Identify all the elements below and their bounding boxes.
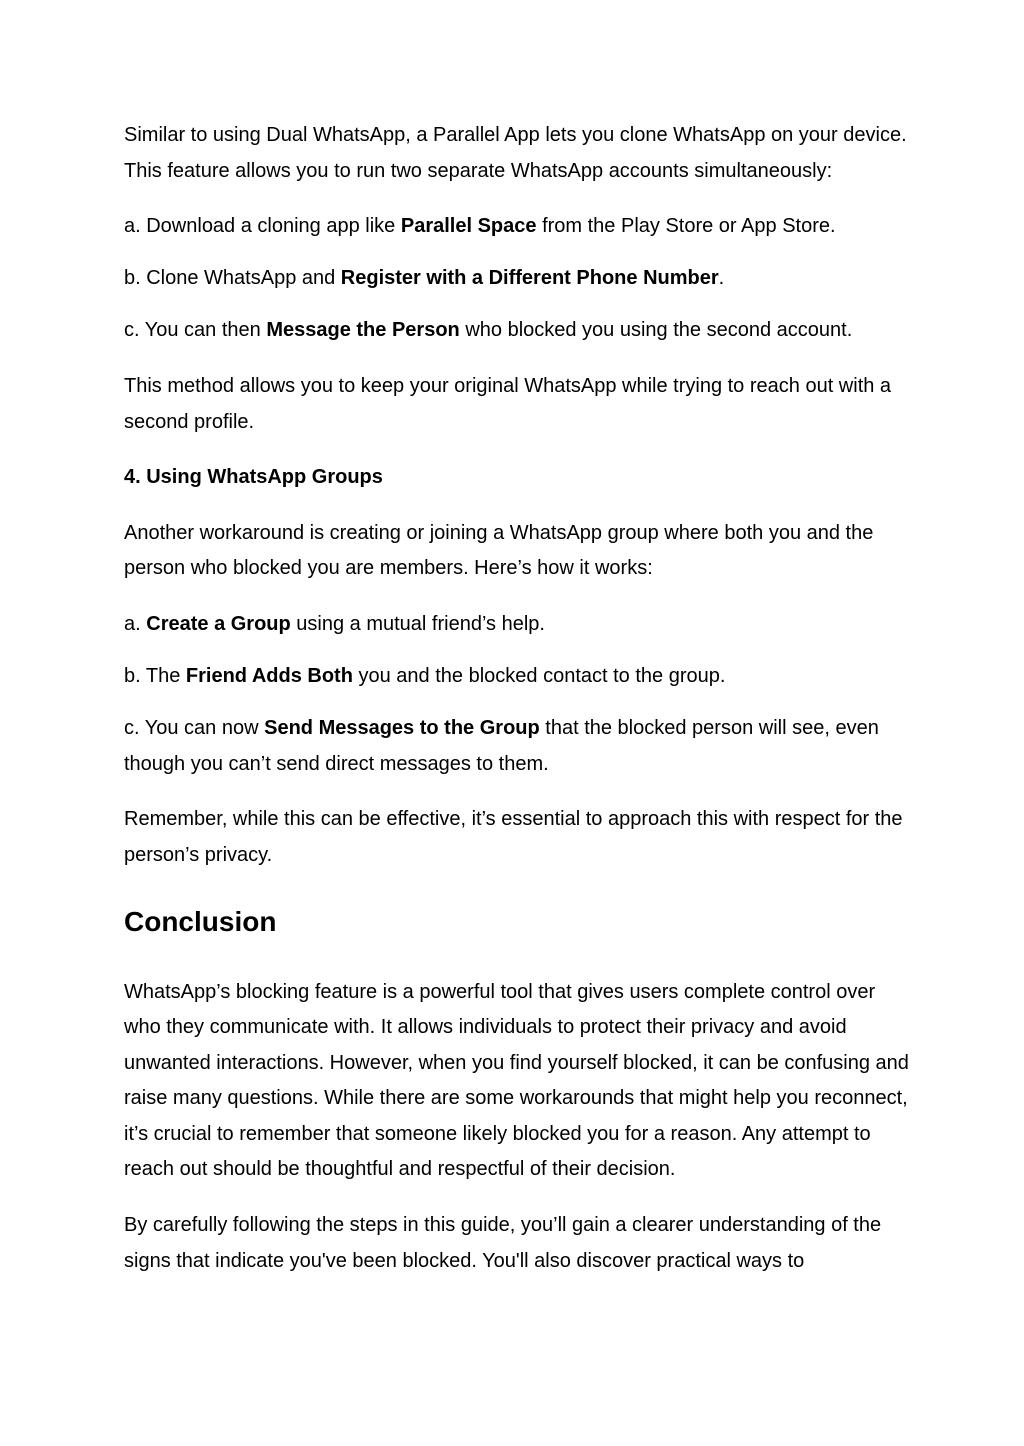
group-step-c: c. You can now Send Messages to the Group that the blocked person will see, even though you can’t send direct messages to them. — [124, 717, 879, 775]
parallel-step-c: c. You can then Message the Person who blocked you using the second account. — [124, 319, 853, 342]
parallel-note: This method allows you to keep your original WhatsApp while trying to reach out with a second profile. — [124, 374, 892, 433]
conclusion-paragraph-2: By carefully following the steps in this guide, you’ll gain a clearer understanding of the signs that indicate you've been blocked. You'll also discover practical ways to — [124, 1214, 882, 1272]
conclusion-heading: Conclusion — [124, 905, 277, 937]
group-step-b-emphasis: Friend Adds Both — [185, 665, 353, 688]
section-4-intro: Another workaround is creating or joining a WhatsApp group where both you and the person who blocked you are members. Here’s how it works: — [124, 521, 874, 580]
group-note: Remember, while this can be effective, it’s essential to approach this with respect for the person’s privacy. — [124, 808, 903, 866]
document-page — [124, 118, 914, 1279]
intro-paragraph: Similar to using Dual WhatsApp, a Parallel App lets you clone WhatsApp on your device. This feature allows you to run two separate WhatsApp accounts simultaneously: — [124, 124, 907, 182]
conclusion-paragraph-1: WhatsApp’s blocking feature is a powerful tool that gives users complete control over who they communicate with. It allows individuals to protect their privacy and avoid unwanted interactions. However, when you find yourself blocked, it can be confusing and raise many questions. While there are some workarounds that might help you reconnect, it’s crucial to remember that someone likely blocked you for a reason. Any attempt to reach out should be thoughtful and respectful of their decision. — [124, 980, 909, 1181]
parallel-step-c-emphasis: Message the Person — [266, 319, 460, 342]
parallel-step-a: a. Download a cloning app like Parallel Space from the Play Store or App Store. — [124, 215, 836, 238]
group-step-a-emphasis: Create a Group — [146, 612, 291, 635]
group-step-c-emphasis: Send Messages to the Group — [264, 717, 540, 740]
parallel-step-b: b. Clone WhatsApp and Register with a Different Phone Number. — [124, 267, 725, 290]
parallel-step-b-emphasis: Register with a Different Phone Number — [340, 267, 719, 290]
group-step-a: a. Create a Group using a mutual friend’s help. — [124, 612, 545, 635]
section-4-heading: 4. Using WhatsApp Groups — [124, 466, 383, 489]
group-step-b: b. The Friend Adds Both you and the blocked contact to the group. — [124, 665, 726, 688]
parallel-step-a-emphasis: Parallel Space — [400, 215, 537, 238]
